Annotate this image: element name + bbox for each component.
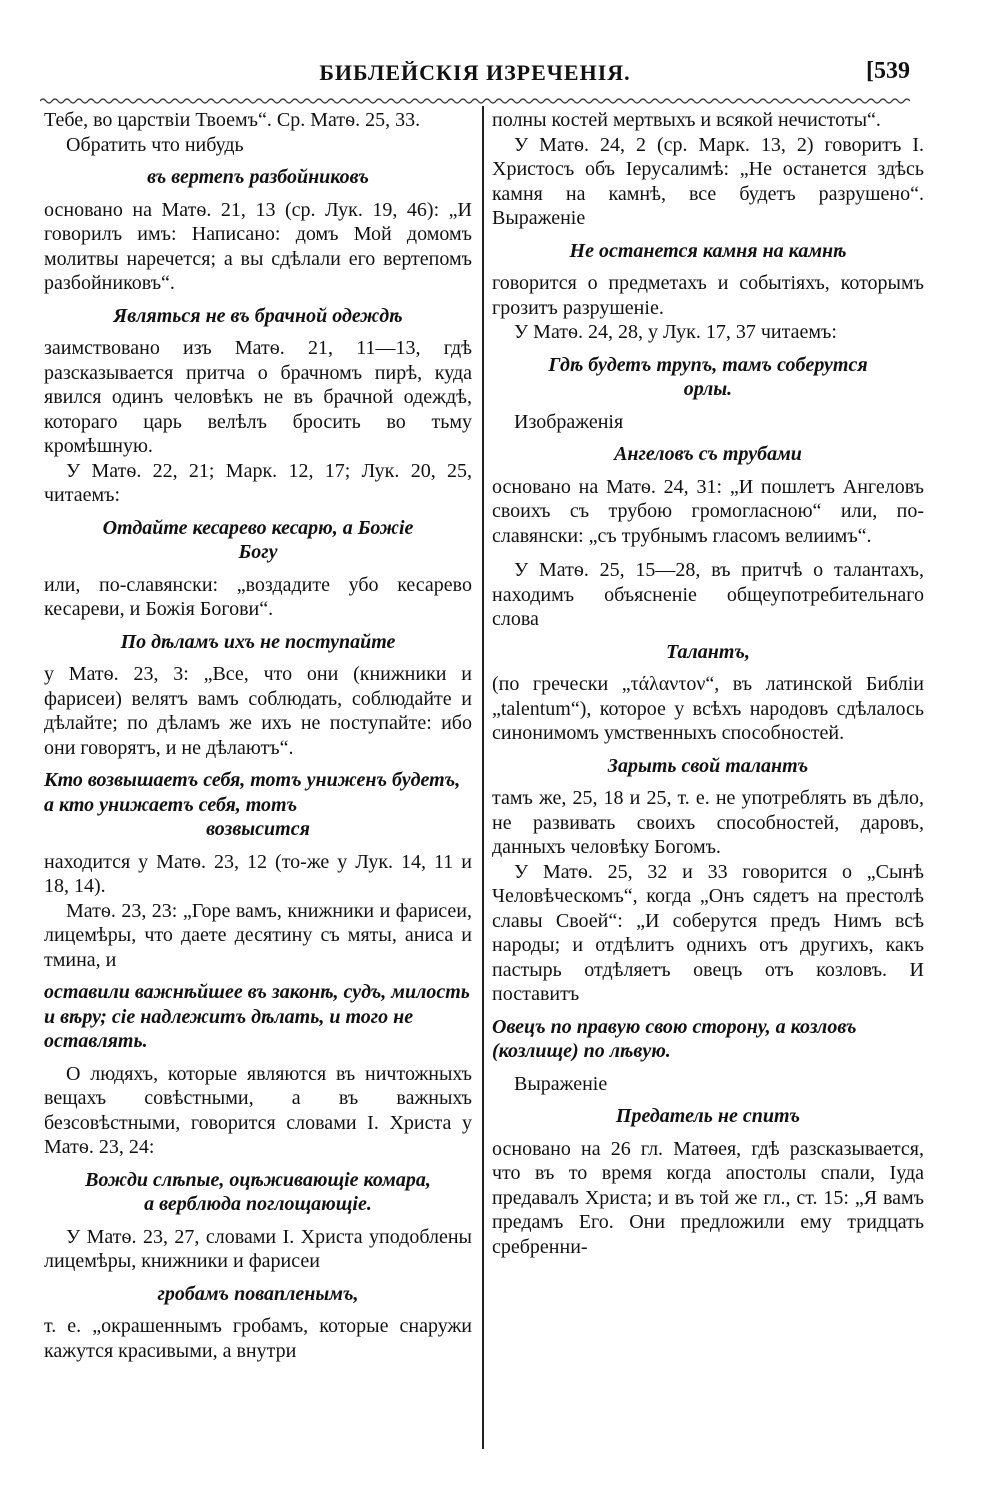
paragraph: У Матѳ. 24, 2 (ср. Марк. 13, 2) говоритъ І. Христосъ объ Іерусалимѣ: „Не останется здѣсь камня на камнѣ, все будетъ разрушено“. Выраженіе bbox=[492, 133, 924, 229]
phrase-heading-line: возвысится bbox=[206, 818, 310, 840]
phrase-heading-line: Гдѣ будетъ трупъ, тамъ соберутся bbox=[548, 353, 868, 376]
paragraph: заимствовано изъ Матѳ. 21, 11—13, гдѣ разсказывается притча о брачномъ пирѣ, куда явился одинъ человѣкъ не въ брачной одеждѣ, котораго царь велѣлъ бросить во тьму кромѣшную. bbox=[44, 337, 472, 457]
paragraph: У Матѳ. 24, 28, у Лук. 17, 37 читаемъ: bbox=[514, 321, 837, 343]
phrase-heading: Не останется камня на камнѣ bbox=[569, 239, 847, 262]
right-column bbox=[492, 108, 924, 1259]
paragraph: основано на Матѳ. 24, 31: „И пошлетъ Ангеловъ своихъ съ трубою громогласною“ или, по-славянски: „съ трубнымъ гласомъ велиимъ“. bbox=[492, 475, 924, 547]
paragraph: полны костей мертвыхъ и всякой нечистоты“. bbox=[492, 109, 881, 131]
phrase-heading: оставили важнѣйшее въ законѣ, судъ, милость и вѣру; сіе надлежитъ дѣлать, и того не оставлять. bbox=[44, 981, 470, 1052]
phrase-heading-line: Кто возвышаетъ себя, тотъ униженъ будетъ, а кто унижаетъ себя, тотъ bbox=[44, 769, 461, 816]
column-divider bbox=[482, 106, 484, 1449]
paragraph: находится у Матѳ. 23, 12 (то-же у Лук. 14, 11 и 18, 14). bbox=[44, 850, 472, 897]
phrase-heading: Овецъ по правую свою сторону, а козловъ (козлище) по лѣвую. bbox=[492, 1015, 857, 1062]
phrase-heading-line: а верблюда поглощающіе. bbox=[144, 1193, 372, 1215]
paragraph: О людяхъ, которые являются въ ничтожныхъ вещахъ совѣстными, а въ важныхъ безсовѣстными, говорится словами І. Христа у Матѳ. 23, 24: bbox=[44, 1062, 472, 1158]
paragraph: У Матѳ. 25, 15—28, въ притчѣ о талантахъ, находимъ объясненіе общеупотребительнаго слова bbox=[492, 559, 924, 630]
paragraph: Обратить что нибудь bbox=[66, 133, 244, 156]
paragraph: У Матѳ. 23, 27, словами І. Христа уподоблены лицемѣры, книжники и фарисеи bbox=[44, 1225, 472, 1272]
phrase-heading: Ангеловъ съ трубами bbox=[614, 443, 802, 465]
phrase-heading: Являться не въ брачной одеждѣ bbox=[113, 304, 403, 327]
page-title: БИБЛЕЙСКІЯ ИЗРЕЧЕНІЯ. bbox=[319, 60, 631, 85]
paragraph: говорится о предметахъ и событіяхъ, которымъ грозитъ разрушеніе. bbox=[492, 272, 924, 319]
phrase-heading: Предатель не спитъ bbox=[615, 1105, 801, 1127]
running-header bbox=[40, 56, 910, 96]
paragraph: Выраженіе bbox=[514, 1072, 608, 1095]
paragraph: или, по-славянски: „воздадите убо кесарево кесареви, и Божія Богови“. bbox=[44, 573, 472, 620]
paragraph: основано на Матѳ. 21, 13 (ср. Лук. 19, 46): „И говорилъ имъ: Написано: домъ Мой домомъ молитвы наречется; а вы сдѣлали его вертепомъ разбойниковъ“. bbox=[44, 198, 472, 294]
left-column bbox=[44, 108, 472, 1363]
paragraph: Изображенія bbox=[514, 410, 624, 433]
phrase-heading-line: Богу bbox=[238, 541, 278, 563]
phrase-heading bbox=[44, 768, 472, 842]
phrase-heading-line: Вожди слѣпые, оцѣживающіе комара, bbox=[85, 1168, 431, 1191]
paragraph: т. е. „окрашеннымъ гробамъ, которые снаружи кажутся красивыми, а внутри bbox=[44, 1315, 472, 1362]
paragraph: У Матѳ. 25, 32 и 33 говорится о „Сынѣ Человѣческомъ“, когда „Онъ сядетъ на престолѣ славы Своей“: „И соберутся предъ Нимъ всѣ народы; и отдѣлитъ однихъ отъ другихъ, какъ пастырь отдѣляетъ овецъ отъ козловъ. И поставитъ bbox=[492, 860, 924, 1005]
paragraph: Тебе, во царствіи Твоемъ“. Ср. Матѳ. 25, 33. bbox=[44, 109, 421, 131]
phrase-heading: Зарыть свой талантъ bbox=[607, 754, 809, 777]
phrase-heading: По дѣламъ ихъ не поступайте bbox=[120, 630, 396, 653]
phrase-heading-line: Отдайте кесарево кесарю, а Божіе bbox=[102, 516, 414, 539]
paragraph: (по гречески „τάλαντον“, въ латинской Библіи „talentum“), которое у всѣхъ народовъ сдѣлалось синонимомъ умственныхъ способностей. bbox=[492, 673, 924, 744]
phrase-heading bbox=[44, 516, 472, 565]
paragraph: У Матѳ. 22, 21; Марк. 12, 17; Лук. 20, 25, читаемъ: bbox=[44, 459, 472, 506]
paragraph: тамъ же, 25, 18 и 25, т. е. не употреблять въ дѣло, не развивать своихъ способностей, даровъ, данныхъ человѣку Богомъ. bbox=[492, 787, 924, 858]
phrase-heading: въ вертепъ разбойниковъ bbox=[147, 166, 369, 188]
phrase-heading bbox=[44, 1168, 472, 1217]
page-number: [539 bbox=[866, 58, 910, 84]
phrase-heading: Талантъ, bbox=[666, 640, 750, 663]
phrase-heading: гробамъ повапленымъ, bbox=[157, 1282, 359, 1305]
phrase-heading-line: орлы. bbox=[683, 378, 733, 400]
paragraph: Матѳ. 23, 23: „Горе вамъ, книжники и фарисеи, лицемѣры, что даете десятину съ мяты, аниса и тмина, и bbox=[44, 899, 472, 971]
paragraph: у Матѳ. 23, 3: „Все, что они (книжники и фарисеи) велятъ вамъ соблюдать, соблюдайте и дѣлайте; по дѣламъ же ихъ не поступайте: ибо они говорятъ, и не дѣлаютъ“. bbox=[44, 663, 472, 759]
paragraph: основано на 26 гл. Матѳея, гдѣ разсказывается, что въ то время когда апостолы спали, Іуда предавалъ Христа; и въ той же гл., ст. 15: „Я вамъ предамъ Его. Они предложили ему тридцать сребренни- bbox=[492, 1137, 924, 1258]
wavy-rule bbox=[40, 96, 910, 106]
phrase-heading bbox=[492, 353, 924, 402]
